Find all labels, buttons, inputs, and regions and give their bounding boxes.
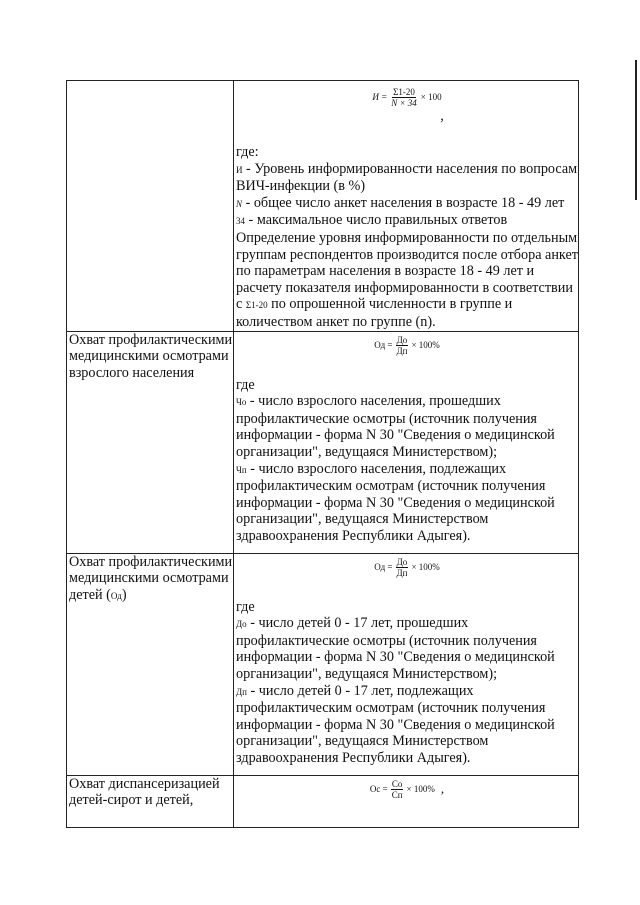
formula-numerator: Со [391, 779, 403, 790]
indicators-table [66, 80, 579, 828]
note-text: по опрошенной численности в группе и количеством анкет по группе (n). [236, 296, 513, 330]
definition-item [236, 161, 578, 195]
formula-trail: , [440, 781, 445, 797]
definition-text: - число детей 0 - 17 лет, подлежащих профилактическим осмотрам (источник получения информации - форма N 30 "Сведения о медицинской организации", ведущаяся Министерством здравоохранения Республики Адыгея). [236, 682, 555, 766]
definition-item [236, 393, 578, 460]
definition-item [236, 461, 578, 545]
formula-denominator: Дп [396, 346, 408, 357]
definition-text: - число взрослого населения, подлежащих профилактическим осмотрам (источник получения информации - форма N 30 "Сведения о медицинской организации", ведущаяся Министерством здравоохранения Республики Адыгея). [236, 460, 555, 544]
formula-lhs: И = [372, 91, 388, 102]
definition-text: - Уровень информированности населения по вопросам ВИЧ-инфекции (в %) [236, 160, 578, 195]
definition-item [236, 195, 578, 213]
indicator-text-end: ) [121, 586, 127, 603]
formula-numerator: Σ1-20 [393, 86, 415, 97]
method-cell [234, 331, 579, 553]
table-row [67, 81, 579, 332]
formula [236, 335, 578, 357]
definition-symbol: N [236, 198, 243, 209]
definition-text: - максимальное число правильных ответов [245, 212, 508, 229]
method-cell [234, 81, 579, 332]
definition-symbol: Чп [236, 464, 247, 475]
table-row [67, 553, 579, 775]
indicator-cell [67, 553, 234, 775]
formula-fraction [391, 779, 404, 800]
where-label: где: [236, 144, 259, 160]
where-label: где [236, 598, 255, 615]
formula [236, 557, 578, 579]
definition-text: - число взрослого населения, прошедших профилактические осмотры (источник получения информации - форма N 30 "Сведения о медицинской организации", ведущаяся Министерством); [236, 393, 555, 460]
formula-fraction [390, 87, 418, 108]
definition-symbol: Чо [236, 397, 247, 408]
definition-symbol: Дп [236, 686, 247, 697]
definition-symbol: И [236, 164, 243, 175]
page-edge-line [635, 60, 637, 200]
definition-item [236, 615, 578, 682]
formula-fraction [396, 557, 409, 578]
table-row [67, 331, 579, 553]
formula-denominator: Дп [396, 568, 408, 579]
formula-numerator: До [396, 335, 408, 346]
indicator-cell: Охват профилактическими медицинскими осмотрами взрослого населения [67, 331, 234, 553]
formula-denominator: N × 34 [391, 97, 417, 108]
formula-multiplier: × 100 [420, 91, 442, 102]
formula-numerator: До [396, 557, 408, 568]
formula-lhs: Ос = [369, 784, 388, 795]
formula-lhs: Од = [374, 340, 393, 351]
definition-symbol: 34 [236, 216, 245, 227]
formula [236, 779, 578, 801]
method-cell [234, 775, 579, 827]
indicator-cell: Охват диспансеризацией детей-сирот и детей, [67, 775, 234, 827]
definition-text: - общее число анкет населения в возрасте 18 - 49 лет [242, 194, 565, 211]
formula-denominator: Сп [391, 790, 403, 801]
definition-item [236, 212, 578, 230]
indicator-symbol: Од [110, 590, 122, 601]
formula-fraction [396, 335, 409, 356]
formula [236, 86, 578, 108]
definition-item [236, 683, 578, 767]
method-cell [234, 553, 579, 775]
formula-multiplier: × 100% [411, 340, 440, 351]
definition-symbol: До [236, 619, 247, 630]
indicator-cell [67, 81, 234, 332]
where-label: где [236, 376, 255, 393]
note-text: Определение уровня информированности по отдельным группам респондентов производится после отбора анкет по параметрам населения в возрасте 18 - 49 лет и расчету показателя информированности в соответствии с [236, 229, 578, 313]
note-symbol: Σ1-20 [245, 300, 268, 311]
definition-text: - число детей 0 - 17 лет, прошедших профилактические осмотры (источник получения информации - форма N 30 "Сведения о медицинской организации", ведущаяся Министерством); [236, 615, 555, 682]
table-row [67, 775, 579, 827]
formula-multiplier: × 100% [411, 562, 440, 573]
formula-lhs: Од = [374, 562, 393, 573]
indicator-text: Охват профилактическими медицинскими осмотрами детей ( [69, 553, 233, 603]
formula-multiplier: × 100% [406, 784, 435, 795]
formula-trail: , [440, 108, 444, 124]
method-note [236, 230, 578, 331]
